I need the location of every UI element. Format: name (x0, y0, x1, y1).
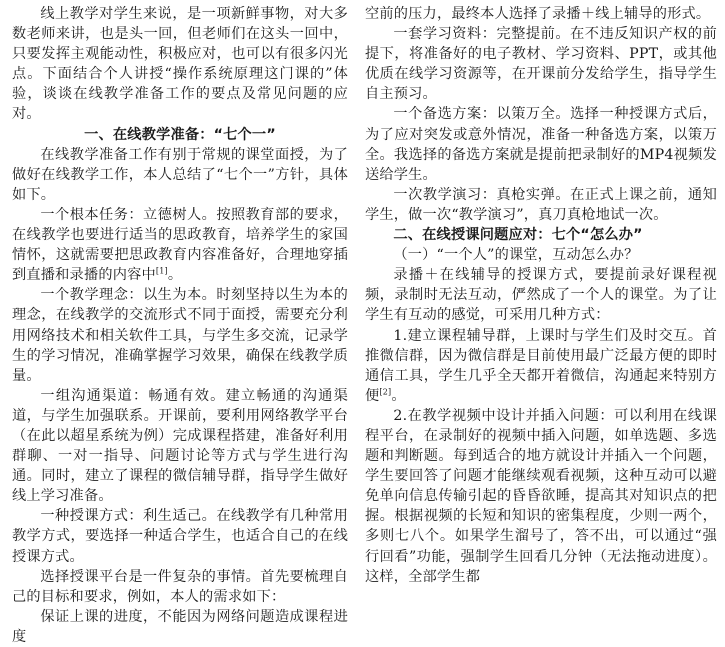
paragraph: 一种授课方式：利生适己。在线教学有几种常用教学方式，要选择一种适合学生，也适合自己的在线授课方式。 (12, 508, 348, 565)
paragraph: 录播＋在线辅导的授课方式，要提前录好课程视频，录制时无法互动，俨然成了一个人的课堂。为了让学生有互动的感觉，可采用几种方式： (365, 267, 717, 324)
paragraph: 一套学习资料：完整提前。在不违反知识产权的前提下，将准备好的电子教材、学习资料、PPT，或其他优质在线学习资源等，在开课前分发给学生，指导学生自主预习。 (365, 26, 717, 103)
paragraph-tail: 。 (391, 387, 406, 404)
paragraph (365, 326, 717, 406)
paragraph: 线上教学对学生来说，是一项新鲜事物，对大多数老师来讲，也是头一回，但老师们在这头一回中，只要发挥主观能动性，积极应对，也可以有很多闪光点。下面结合个人讲授“操作系统原理这门课的”体验，谈谈在线教学准备工作的要点及常见问题的应对。 (12, 6, 348, 123)
subsection-heading: （一）“一个人”的课堂，互动怎么办？ (393, 247, 639, 264)
section-heading: 一、在线教学准备：“七个一” (84, 126, 276, 143)
paragraph-text: 1.建立课程辅导群，上课时与学生们及时交互。首推微信群，因为微信群是目前使用最广泛最方便的即时通信工具，学生几乎全天都开着微信，沟通起来特别方便 (365, 327, 717, 404)
paragraph-text: 一个根本任务：立德树人。按照教育部的要求，在线教学也要进行适当的思政教育，培养学生的家国情怀，这就需要把思政教育内容准备好，合理地穿插到直播和录播的内容中 (12, 206, 348, 284)
section-heading: 二、在线授课问题应对：七个“怎么办” (393, 227, 643, 244)
right-column (365, 4, 717, 585)
paragraph-tail: 。 (167, 267, 183, 284)
paragraph: 空前的压力，最终本人选择了录播＋线上辅导的形式。 (365, 6, 711, 22)
paragraph: 保证上课的进度，不能因为网络问题造成课程进度 (12, 608, 348, 645)
paragraph: 2.在教学视频中设计并插入问题：可以利用在线课程平台，在录制好的视频中插入问题，如单选题、多选题和判断题。每到适合的地方就设计并插入一个问题，学生要回答了问题才能继续观看视频，这种互动可以避免单向信息传输引起的昏昏欲睡，提高其对知识点的把握。根据视频的长短和知识的密集程度，少则一两个，多则七八个。如果学生溜号了，答不出，可以通过“强行回看”功能，强制学生回看几分钟（无法拖动进度）。这样，全部学生都 (365, 407, 717, 585)
paragraph: 一个教学理念：以生为本。时刻坚持以生为本的理念，在线教学的交流形式不同于面授，需要充分利用网络技术和相关软件工具，与学生多交流，记录学生的学习情况，准确掌握学习效果，确保在线教学质量。 (12, 287, 348, 384)
paragraph: 一次教学演习：真枪实弹。在正式上课之前，通知学生，做一次“教学演习”，真刀真枪地试一次。 (365, 186, 717, 223)
citation-mark: [1] (155, 266, 168, 276)
paragraph: 选择授课平台是一件复杂的事情。首先要梳理自己的目标和要求，例如，本人的需求如下： (12, 568, 348, 605)
paragraph (12, 205, 348, 285)
citation-mark: [2] (379, 387, 392, 397)
paragraph: 在线教学准备工作有别于常规的课堂面授，为了做好在线教学工作，本人总结了“七个一”方针，具体如下。 (12, 146, 348, 203)
paragraph: 一组沟通渠道：畅通有效。建立畅通的沟通渠道，与学生加强联系。开课前，要利用网络教学平台（在此以超星系统为例）完成课程搭建，准备好利用群聊、一对一指导、问题讨论等方式与学生进行沟通。同时，建立了课程的微信辅导群，指导学生做好线上学习准备。 (12, 387, 348, 505)
paragraph: 一个备选方案：以策万全。选择一种授课方式后，为了应对突发或意外情况，准备一种备选方案，以策万全。我选择的备选方案就是提前把录制好的MP4视频发送给学生。 (365, 106, 717, 183)
left-column (12, 4, 348, 645)
